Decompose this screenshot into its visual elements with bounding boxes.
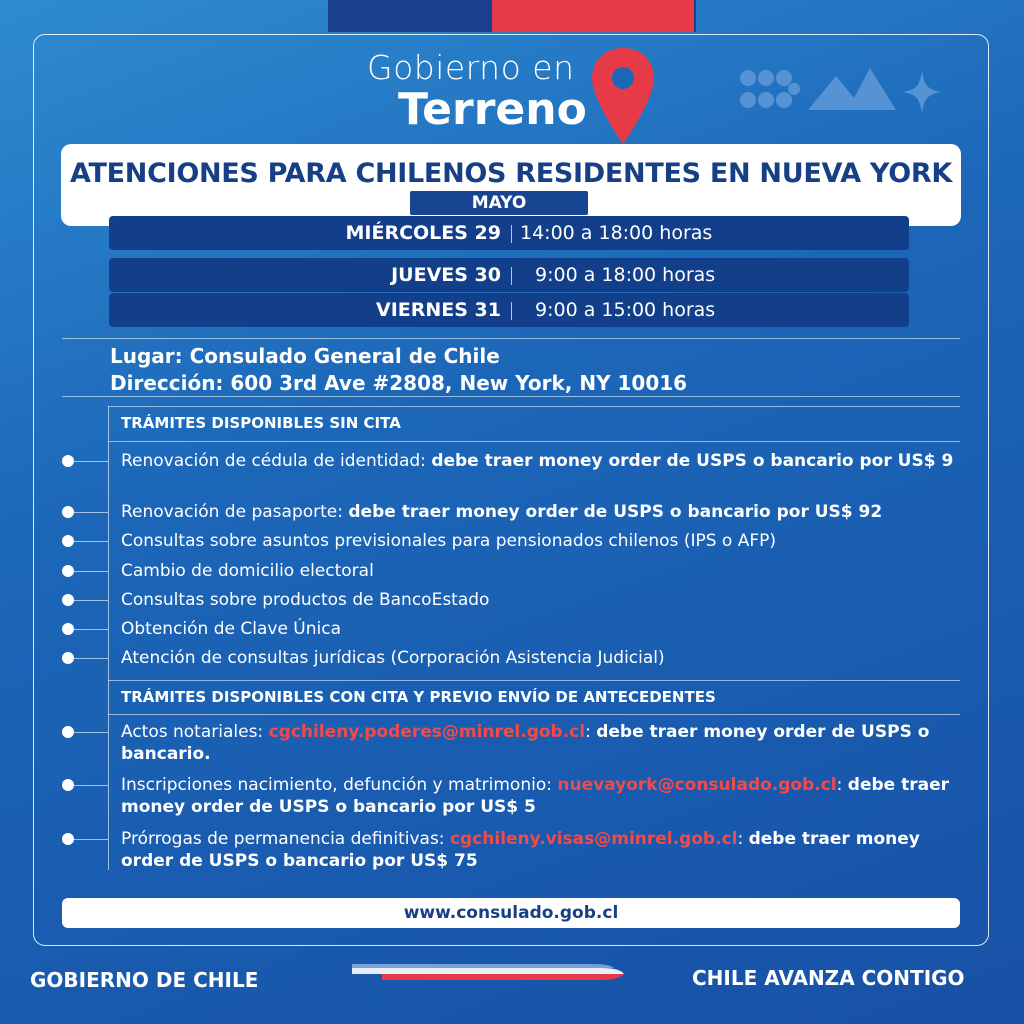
item-bold: debe traer money order de USPS o bancario por US$ 92 <box>348 502 883 522</box>
divider <box>108 406 960 407</box>
divider <box>108 680 960 681</box>
item-bold: debe traer money order de USPS o bancario por US$ 9 <box>431 451 954 471</box>
schedule-day: MIÉRCOLES 29 <box>345 222 501 244</box>
schedule-divider <box>511 267 512 285</box>
decorative-shapes-icon <box>736 62 946 122</box>
bullet-dot <box>62 506 74 518</box>
list-item: Atención de consultas jurídicas (Corporación Asistencia Judicial) <box>121 648 665 668</box>
item-separator: : <box>585 722 597 742</box>
schedule-row <box>109 258 909 292</box>
bullet-connector <box>74 571 108 572</box>
schedule-divider <box>511 225 512 243</box>
location-pin-icon <box>588 44 658 150</box>
schedule-time: 9:00 a 18:00 horas <box>535 264 716 286</box>
bullet-dot <box>62 779 74 791</box>
bullet-connector <box>74 658 108 659</box>
schedule-time: 9:00 a 15:00 horas <box>535 299 716 321</box>
list-item: Consultas sobre productos de BancoEstado <box>121 590 490 610</box>
divider <box>62 396 960 397</box>
list-item: Consultas sobre asuntos previsionales para pensionados chilenos (IPS o AFP) <box>121 531 777 551</box>
list-item <box>121 450 966 472</box>
schedule-day: JUEVES 30 <box>391 264 501 286</box>
bullet-connector <box>74 541 108 542</box>
list-item <box>121 774 966 818</box>
item-text: Prórrogas de permanencia definitivas: <box>121 829 450 849</box>
email-link[interactable]: cgchileny.poderes@minrel.gob.cl <box>268 722 586 742</box>
item-bold: debe traer money order de USPS o bancario por US$ 5 <box>121 775 949 817</box>
brand-line-2: Terreno <box>398 84 587 135</box>
item-separator: : <box>836 775 848 795</box>
list-item: Obtención de Clave Única <box>121 619 342 639</box>
location-place: Lugar: Consulado General de Chile <box>110 344 500 368</box>
schedule-day: VIERNES 31 <box>375 299 501 321</box>
schedule-row <box>109 293 909 327</box>
bullet-dot <box>62 565 74 577</box>
list-item <box>121 828 966 872</box>
schedule-divider <box>511 302 512 320</box>
email-link[interactable]: cgchileny.visas@minrel.gob.cl <box>449 829 738 849</box>
brand-line-1: Gobierno en <box>367 48 575 87</box>
bullet-connector <box>74 629 108 630</box>
schedule-row <box>109 216 909 250</box>
item-bold: debe traer money order de USPS o bancario por US$ 75 <box>121 829 920 871</box>
bullet-dot <box>62 535 74 547</box>
bullet-connector <box>74 839 108 840</box>
bullet-dot <box>62 833 74 845</box>
divider <box>108 441 960 442</box>
bullet-dot <box>62 623 74 635</box>
bullet-connector <box>74 785 108 786</box>
website-link[interactable]: www.consulado.gob.cl <box>62 898 960 928</box>
bullet-connector <box>74 732 108 733</box>
bullet-connector <box>74 600 108 601</box>
month-badge: MAYO <box>410 191 588 215</box>
bullet-dot <box>62 652 74 664</box>
location-address: Dirección: 600 3rd Ave #2808, New York, NY 10016 <box>110 371 688 395</box>
schedule-time: 14:00 a 18:00 horas <box>520 222 713 244</box>
flag-stripes-icon <box>352 962 628 982</box>
item-text: Renovación de cédula de identidad: <box>121 451 432 471</box>
divider <box>108 714 960 715</box>
list-item <box>121 721 966 765</box>
email-link[interactable]: nuevayork@consulado.gob.cl <box>557 775 837 795</box>
list-item <box>121 501 966 523</box>
item-separator: : <box>737 829 749 849</box>
item-text: Actos notariales: <box>121 722 269 742</box>
divider <box>62 338 960 339</box>
headline: ATENCIONES PARA CHILENOS RESIDENTES EN NUEVA YORK <box>70 158 952 189</box>
section-title-no-appointment: TRÁMITES DISPONIBLES SIN CITA <box>121 414 401 432</box>
item-text: Renovación de pasaporte: <box>121 502 349 522</box>
top-accent-red <box>492 0 694 32</box>
bullet-dot <box>62 726 74 738</box>
bullet-connector <box>74 461 108 462</box>
list-item: Cambio de domicilio electoral <box>121 561 374 581</box>
bullet-dot <box>62 455 74 467</box>
footer-left-brand: GOBIERNO DE CHILE <box>30 968 259 992</box>
bullet-connector <box>74 512 108 513</box>
item-text: Inscripciones nacimiento, defunción y matrimonio: <box>121 775 558 795</box>
bullet-dot <box>62 594 74 606</box>
item-bold: debe traer money order de USPS o bancario. <box>121 722 930 764</box>
list-vertical-line <box>108 406 109 870</box>
section-title-with-appointment: TRÁMITES DISPONIBLES CON CITA Y PREVIO ENVÍO DE ANTECEDENTES <box>121 688 716 706</box>
footer-right-slogan: CHILE AVANZA CONTIGO <box>692 966 965 990</box>
